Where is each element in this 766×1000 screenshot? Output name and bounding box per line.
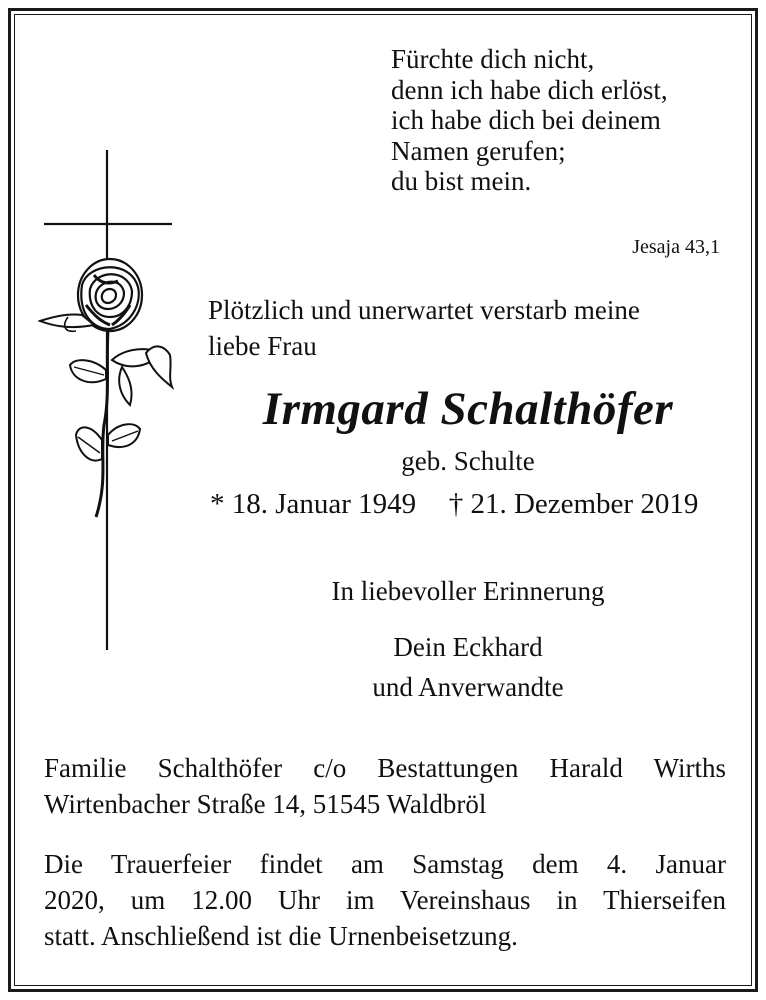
signature-line: und Anverwandte <box>372 672 564 702</box>
intro-line: liebe Frau <box>208 331 317 361</box>
service-line: 2020, um 12.00 Uhr im Vereinshaus in Thierseifen <box>44 885 726 915</box>
intro-line: Plötzlich und unerwartet verstarb meine <box>208 295 640 325</box>
address-block <box>44 750 726 822</box>
service-line: statt. Anschließend ist die Urnenbeisetzung. <box>44 921 518 951</box>
verse-line: ich habe dich bei deinem <box>391 105 661 135</box>
deceased-name: Irmgard Schalthöfer <box>262 383 674 435</box>
signature-line: Dein Eckhard <box>393 632 543 662</box>
service-line: Die Trauerfeier findet am Samstag dem 4. Januar <box>44 849 726 879</box>
bible-verse <box>391 44 668 197</box>
service-info <box>44 846 726 954</box>
birth-date: * 18. Januar 1949 <box>210 488 417 520</box>
verse-line: denn ich habe dich erlöst, <box>391 74 668 105</box>
verse-reference: Jesaja 43,1 <box>632 236 720 258</box>
verse-line: Fürchte dich nicht, <box>391 44 595 74</box>
intro-text <box>208 292 640 364</box>
birth-name: geb. Schulte <box>401 446 535 476</box>
address-line: Familie Schalthöfer c/o Bestattungen Harald Wirths <box>44 753 726 783</box>
life-dates <box>210 488 698 521</box>
address-line: Wirtenbacher Straße 14, 51545 Waldbröl <box>44 789 487 819</box>
verse-line: Namen gerufen; <box>391 135 566 166</box>
remembrance-text: In liebevoller Erinnerung <box>331 576 605 606</box>
verse-line: du bist mein. <box>391 166 532 196</box>
death-date: † 21. Dezember 2019 <box>448 488 699 520</box>
